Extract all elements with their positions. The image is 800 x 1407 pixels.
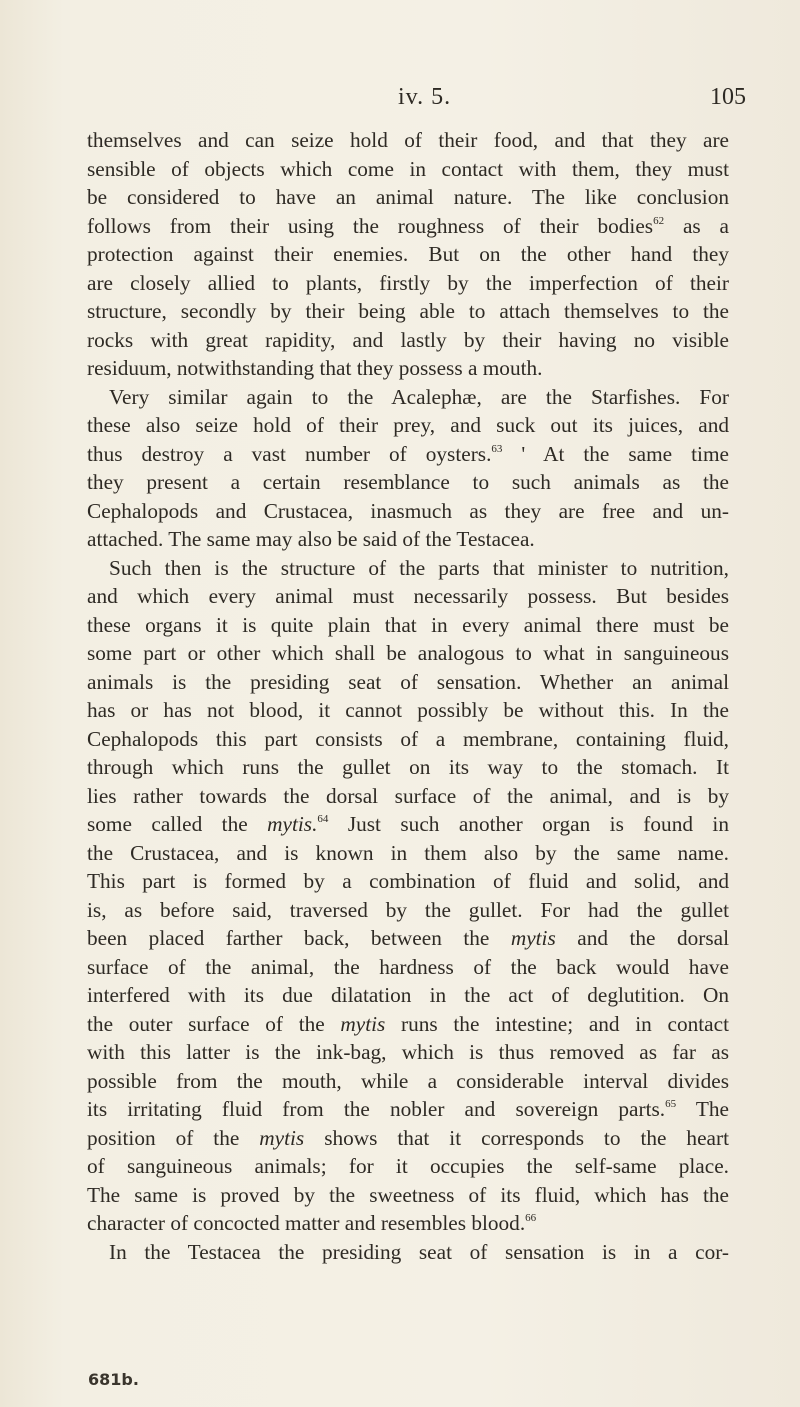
marginal-reference: 681b. (88, 1370, 139, 1389)
text-line (87, 924, 729, 953)
text-line (87, 240, 729, 269)
text-line (87, 183, 729, 212)
line-text: Cephalopods and Crustacea, inasmuch as they are free and un- (87, 498, 729, 523)
line-text: residuum, notwithstanding that they possess a mouth. (87, 356, 543, 380)
text-line (87, 468, 729, 497)
line-text: character of concocted matter and resembles blood. (87, 1211, 526, 1235)
text-line (87, 1010, 729, 1039)
line-text: attached. The same may also be said of the Testacea. (87, 527, 535, 551)
line-text: the outer surface of the (87, 1011, 341, 1036)
text-line (87, 155, 729, 184)
footnote-marker[interactable]: 64 (317, 813, 329, 825)
line-text: they present a certain resemblance to such animals as the (87, 470, 729, 494)
line-text: of sanguineous animals; for it occupies the self-same place. (87, 1154, 729, 1178)
line-text: and which every animal must necessarily possess. But besides (87, 584, 729, 608)
line-text: these organs it is quite plain that in every animal there must be (87, 612, 729, 637)
text-line (87, 1152, 729, 1181)
text-line (87, 782, 729, 811)
line-text: with this latter is the ink-bag, which is thus removed as far as (87, 1040, 729, 1064)
text-line (87, 611, 729, 640)
italic-term: mytis. (267, 812, 318, 836)
text-line (87, 212, 729, 241)
text-line (87, 981, 729, 1010)
line-text: position of the (87, 1125, 260, 1150)
line-text: the Crustacea, and is known in them also by the same name. (87, 840, 729, 865)
line-text: possible from the mouth, while a considerable interval divides (87, 1068, 729, 1093)
text-line (87, 725, 729, 754)
page-number: 105 (710, 84, 746, 110)
line-text-continued: shows that it corresponds to the heart (304, 1125, 729, 1150)
text-line (87, 554, 729, 583)
text-line (87, 297, 729, 326)
text-line (87, 383, 729, 412)
text-line (87, 753, 729, 782)
line-text: This part is formed by a combination of fluid and solid, and (87, 869, 729, 893)
line-text: these also seize hold of their prey, and suck out its juices, and (87, 413, 729, 437)
line-text: In the Testacea the presiding seat of sensation is in a cor- (109, 1239, 729, 1264)
line-text: Such then is the structure of the parts that minister to nutrition, (109, 555, 729, 580)
line-text: been placed farther back, between the (87, 926, 511, 950)
text-line (87, 1209, 729, 1238)
text-line (87, 269, 729, 298)
text-line (87, 953, 729, 982)
line-text-continued: runs the intestine; and in contact (385, 1011, 729, 1036)
text-line (87, 696, 729, 725)
italic-term: mytis (259, 1125, 305, 1150)
footnote-marker[interactable]: 62 (653, 214, 665, 227)
text-line (87, 1095, 729, 1124)
line-text: be considered to have an animal nature. The like conclusion (87, 185, 729, 209)
line-text: its irritating fluid from the nobler and sovereign parts. (87, 1097, 666, 1121)
text-line (87, 1067, 729, 1096)
line-text-continued: as a (664, 213, 730, 238)
line-text: some called the (87, 812, 268, 836)
italic-term: mytis (510, 926, 556, 950)
text-line (87, 126, 729, 155)
footnote-marker[interactable]: 63 (491, 442, 503, 455)
line-text: has or has not blood, it cannot possibly be without this. In the (87, 698, 729, 722)
line-text: are closely allied to plants, firstly by the imperfection of their (87, 270, 729, 295)
text-line (87, 1238, 729, 1267)
line-text: themselves and can seize hold of their food, and that they are (87, 128, 729, 152)
line-text-continued: The (676, 1097, 729, 1121)
line-text: is, as before said, traversed by the gullet. For had the gullet (87, 897, 729, 922)
line-text-continued: Just such another organ is found in (328, 812, 729, 836)
line-text: through which runs the gullet on its way to the stomach. It (87, 755, 729, 779)
line-text-continued: ' At the same time (502, 441, 729, 466)
footnote-marker[interactable]: 65 (665, 1098, 677, 1110)
line-text: protection against their enemies. But on the other hand they (87, 242, 729, 266)
chapter-reference: iv. 5. (398, 84, 452, 110)
text-line (87, 326, 729, 355)
line-text-continued: and the dorsal (555, 926, 729, 950)
line-text: sensible of objects which come in contact with them, they must (87, 156, 729, 181)
line-text: thus destroy a vast number of oysters. (87, 441, 492, 466)
line-text: surface of the animal, the hardness of the back would have (87, 954, 729, 979)
body-text (87, 126, 729, 1266)
line-text: The same is proved by the sweetness of its fluid, which has the (87, 1182, 729, 1207)
text-line (87, 497, 729, 526)
line-text: Very similar again to the Acalephæ, are the Starfishes. For (109, 384, 729, 409)
text-line (87, 411, 729, 440)
text-line (87, 1038, 729, 1067)
page-header (0, 84, 800, 114)
text-line (87, 440, 729, 469)
text-line (87, 582, 729, 611)
line-text: rocks with great rapidity, and lastly by their having no visible (87, 327, 729, 352)
text-line (87, 354, 729, 383)
line-text: interfered with its due dilatation in the act of deglutition. On (87, 983, 729, 1007)
text-line (87, 1181, 729, 1210)
text-line (87, 525, 729, 554)
text-line (87, 896, 729, 925)
line-text: lies rather towards the dorsal surface of the animal, and is by (87, 783, 729, 808)
line-text: some part or other which shall be analogous to what in sanguineous (87, 641, 729, 665)
line-text: structure, secondly by their being able to attach themselves to the (87, 299, 729, 323)
line-text: follows from their using the roughness of their bodies (87, 213, 654, 238)
text-line (87, 639, 729, 668)
line-text: Cephalopods this part consists of a membrane, containing fluid, (87, 726, 729, 751)
text-line (87, 867, 729, 896)
footnote-marker[interactable]: 66 (525, 1212, 537, 1224)
text-line (87, 668, 729, 697)
text-line (87, 839, 729, 868)
italic-term: mytis (340, 1011, 386, 1036)
line-text: animals is the presiding seat of sensation. Whether an animal (87, 669, 729, 694)
text-line (87, 1124, 729, 1153)
text-line (87, 810, 729, 839)
